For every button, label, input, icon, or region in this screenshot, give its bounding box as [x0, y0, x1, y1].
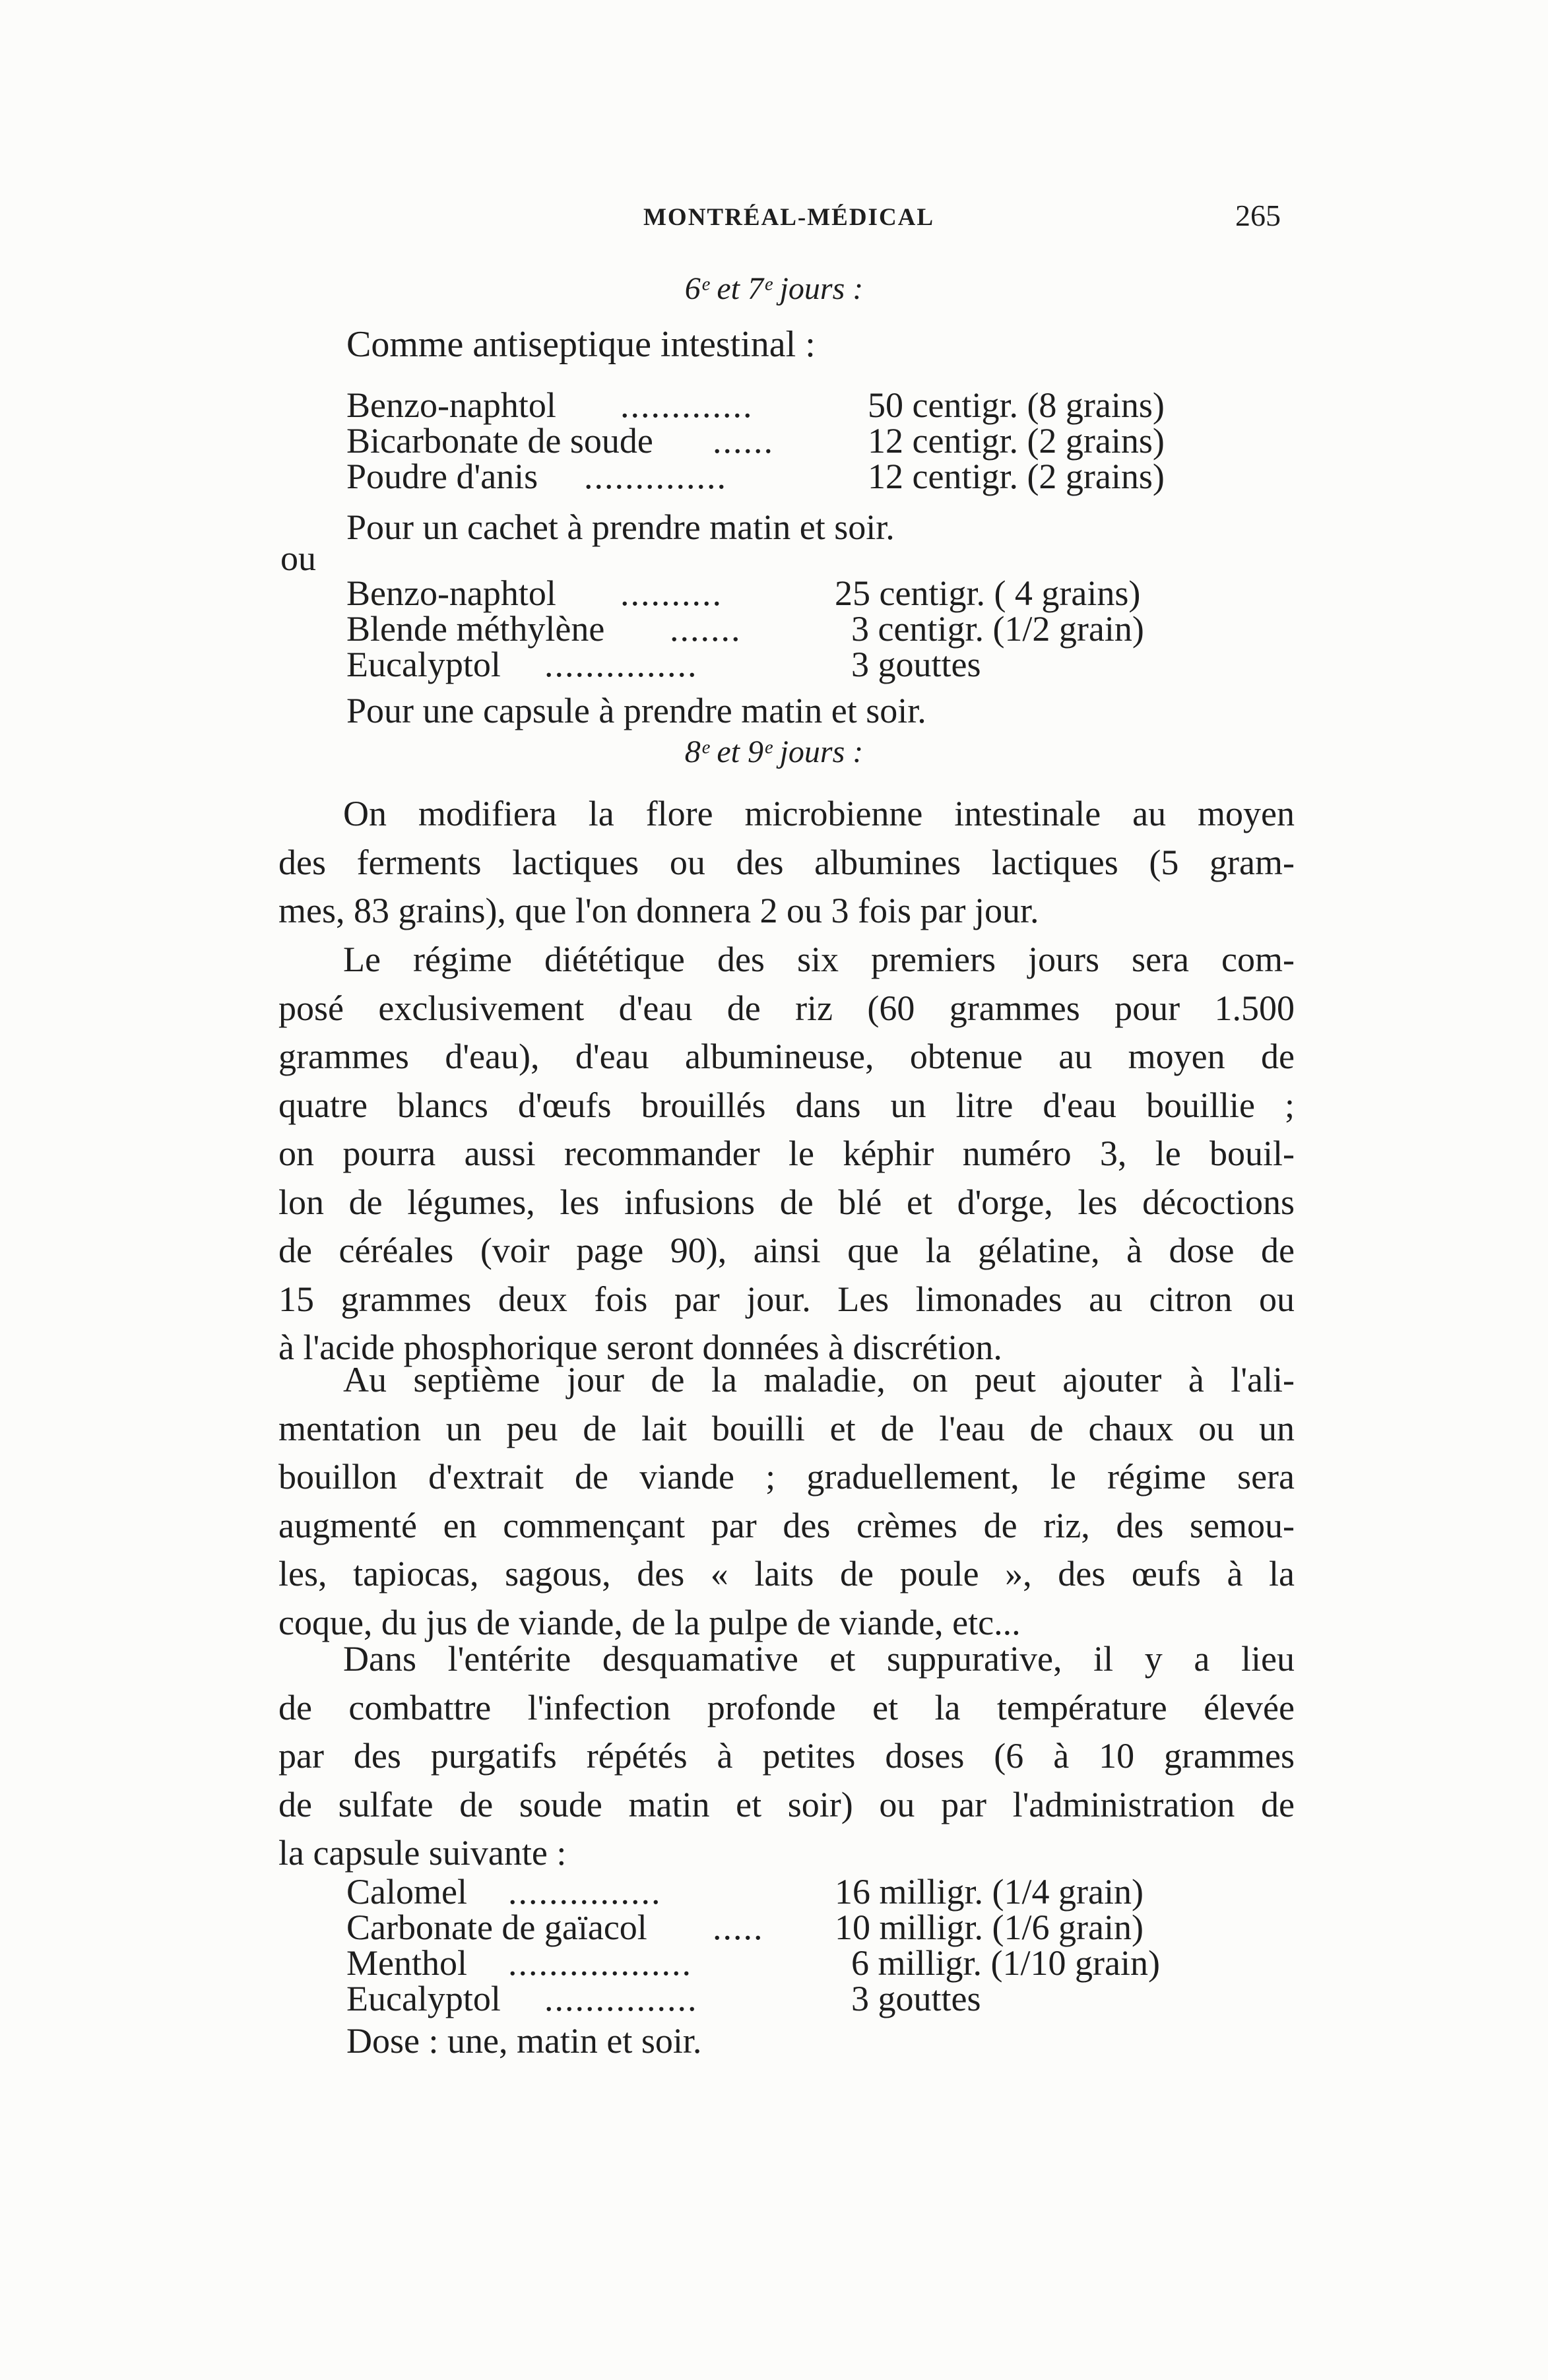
text-line: mentation un peu de lait bouilli et de l'eau de chaux ou un — [278, 1408, 1295, 1448]
text-line: de sulfate de soude matin et soir) ou par l'administration de — [278, 1784, 1295, 1824]
text-line: Au septième jour de la maladie, on peut ajouter à l'ali- — [343, 1360, 1295, 1399]
text-line: mes, 83 grains), que l'on donnera 2 ou 3 fois par jour. — [278, 891, 1039, 930]
drug-name: Poudre d'anis — [346, 457, 538, 496]
drug-dose: 16 milligr. (1/4 grain) — [835, 1872, 1144, 1912]
page-number: 265 — [1235, 199, 1281, 232]
drug-name: Benzo-naphtol — [346, 573, 556, 613]
text-line: lon de légumes, les infusions de blé et d'orge, les décoctions — [278, 1182, 1295, 1222]
text-line: 15 grammes deux fois par jour. Les limonades au citron ou — [278, 1279, 1295, 1319]
intro-line: Comme antiseptique intestinal : — [346, 324, 816, 365]
drug-dose: 6 milligr. (1/10 grain) — [851, 1943, 1160, 1983]
leader-dots: .................. — [508, 1943, 692, 1983]
text-line: on pourra aussi recommander le képhir numéro 3, le bouil- — [278, 1134, 1295, 1173]
leader-dots: .............. — [584, 457, 727, 496]
drug-name: Carbonate de gaïacol — [346, 1908, 647, 1947]
leader-dots: ............... — [544, 645, 698, 684]
rx2-note: Pour une capsule à prendre matin et soir. — [346, 691, 926, 730]
drug-name: Menthol — [346, 1943, 467, 1983]
leader-dots: ............... — [544, 1979, 698, 2018]
text-line: par des purgatifs répétés à petites doses (6 à 10 grammes — [278, 1736, 1295, 1776]
drug-dose: 12 centigr. (2 grains) — [868, 421, 1165, 461]
leader-dots: ............... — [508, 1872, 662, 1912]
drug-dose: 10 milligr. (1/6 grain) — [835, 1908, 1144, 1947]
paragraph-4 — [278, 1635, 1295, 1878]
leader-dots: ..... — [713, 1908, 764, 1947]
drug-dose: 3 centigr. (1/2 grain) — [851, 609, 1144, 649]
text-line: les, tapiocas, sagous, des « laits de poule », des œufs à la — [278, 1554, 1295, 1593]
text-line: posé exclusivement d'eau de riz (60 grammes pour 1.500 — [278, 988, 1295, 1028]
drug-name: Benzo-naphtol — [346, 385, 556, 425]
drug-name: Bicarbonate de soude — [346, 421, 653, 461]
text-line: augmenté en commençant par des crèmes de riz, des semou- — [278, 1505, 1295, 1545]
drug-dose: 50 centigr. (8 grains) — [868, 385, 1165, 425]
text-line: On modifiera la flore microbienne intestinale au moyen — [343, 794, 1295, 833]
text-line: quatre blancs d'œufs brouillés dans un litre d'eau bouillie ; — [278, 1085, 1295, 1125]
paragraph-2 — [278, 936, 1295, 1372]
text-line: la capsule suivante : — [278, 1833, 567, 1873]
rx3-note: Dose : une, matin et soir. — [346, 2021, 702, 2061]
section-title-days-6-7: 6ᵉ et 7ᵉ jours : — [684, 271, 864, 306]
section-title-days-8-9: 8ᵉ et 9ᵉ jours : — [684, 734, 864, 769]
or-separator: ou — [280, 538, 316, 578]
paragraph-1 — [278, 790, 1295, 936]
running-head: MONTRÉAL-MÉDICAL — [643, 204, 935, 231]
drug-name: Eucalyptol — [346, 645, 501, 684]
paragraph-3 — [278, 1356, 1295, 1647]
drug-dose: 12 centigr. (2 grains) — [868, 457, 1165, 496]
text-line: coque, du jus de viande, de la pulpe de viande, etc... — [278, 1602, 1021, 1642]
page-header — [0, 198, 1548, 238]
leader-dots: .......... — [620, 573, 723, 613]
drug-name: Eucalyptol — [346, 1979, 501, 2018]
text-line: Dans l'entérite desquamative et suppurative, il y a lieu — [343, 1639, 1295, 1679]
drug-dose: 25 centigr. ( 4 grains) — [835, 573, 1141, 613]
drug-dose: 3 gouttes — [851, 1979, 981, 2018]
leader-dots: ....... — [670, 609, 742, 649]
text-line: Le régime diététique des six premiers jours sera com- — [343, 940, 1295, 979]
rx1-note: Pour un cachet à prendre matin et soir. — [346, 507, 895, 547]
drug-dose: 3 gouttes — [851, 645, 981, 684]
drug-name: Calomel — [346, 1872, 467, 1912]
text-line: grammes d'eau), d'eau albumineuse, obtenue au moyen de — [278, 1037, 1295, 1076]
leader-dots: ...... — [713, 421, 774, 461]
drug-name: Blende méthylène — [346, 609, 605, 649]
text-line: bouillon d'extrait de viande ; graduellement, le régime sera — [278, 1457, 1295, 1496]
text-line: de combattre l'infection profonde et la température élevée — [278, 1687, 1295, 1727]
leader-dots: ............. — [620, 385, 754, 425]
text-line: des ferments lactiques ou des albumines lactiques (5 gram- — [278, 842, 1295, 882]
text-line: de céréales (voir page 90), ainsi que la gélatine, à dose de — [278, 1231, 1295, 1270]
text-line: à l'acide phosphorique seront données à discrétion. — [278, 1328, 1002, 1367]
